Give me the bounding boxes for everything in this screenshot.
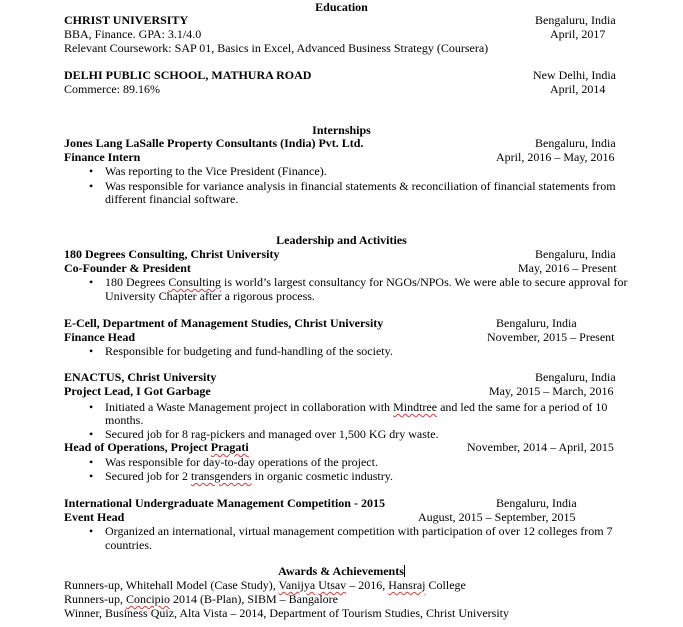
text-cursor	[404, 565, 405, 577]
spellcheck-word: Vanijya	[278, 578, 316, 592]
text-run: – 2016,	[346, 578, 389, 592]
spellcheck-word: Mindtree	[393, 400, 438, 414]
lead-enactus-location: Bengaluru, India	[535, 370, 616, 384]
text-run: is world’s largest consultancy for NGOs/NPOs. We were able to secure approval for	[221, 275, 628, 289]
award-line-3: Winner, Business Quiz, Alta Vista – 2014, Department of Tourism Studies, Christ University	[64, 606, 509, 620]
edu-dps-detail: Commerce: 89.16%	[64, 82, 160, 96]
lead-180-location: Bengaluru, India	[535, 247, 616, 261]
spellcheck-word: Concipio	[126, 592, 170, 606]
edu-christ-date: April, 2017	[550, 27, 606, 41]
bullet-marker: •	[89, 164, 94, 178]
section-heading-awards	[0, 564, 683, 578]
lead-180-org: 180 Degrees Consulting, Christ University	[64, 247, 280, 261]
lead-iumc-location: Bengaluru, India	[496, 496, 577, 510]
bullet-marker: •	[89, 469, 94, 483]
edu-dps-date: April, 2014	[550, 82, 606, 96]
lead-enactus-date-1: May, 2015 – March, 2016	[489, 384, 614, 398]
lead-180-role: Co-Founder & President	[64, 261, 191, 275]
lead-ecell-date: November, 2015 – Present	[487, 330, 615, 344]
bullet-marker: •	[89, 400, 94, 414]
bullet-marker: •	[89, 427, 94, 441]
bullet-marker: •	[89, 524, 94, 538]
award-line-1	[64, 578, 466, 592]
text-run: Initiated a Waste Management project in collaboration with	[105, 400, 394, 414]
section-heading-leadership: Leadership and Activities	[276, 233, 407, 247]
edu-dps-location: New Delhi, India	[533, 68, 616, 82]
lead-enactus-bullet-4	[105, 469, 393, 483]
edu-christ-location: Bengaluru, India	[535, 13, 616, 27]
lead-enactus-bullet-1-cont: months.	[105, 413, 144, 427]
spellcheck-word: Hansraj	[388, 578, 426, 592]
bullet-marker: •	[89, 455, 94, 469]
bullet-marker: •	[89, 344, 94, 358]
lead-iumc-role: Event Head	[64, 510, 125, 524]
intern-jll-bullet-2-cont: different financial software.	[105, 192, 239, 206]
spellcheck-word: Pragati	[210, 440, 249, 454]
intern-jll-org: Jones Lang LaSalle Property Consultants (India) Pvt. Ltd.	[64, 136, 364, 150]
text-run: Runners-up,	[64, 592, 126, 606]
intern-jll-date: April, 2016 – May, 2016	[496, 150, 615, 164]
lead-enactus-bullet-3: Was responsible for day-to-day operations of the project.	[105, 455, 378, 469]
text-run: in organic cosmetic industry.	[251, 469, 393, 483]
lead-180-date: May, 2016 – Present	[518, 261, 617, 275]
lead-iumc-org: International Undergraduate Management Competition - 2015	[64, 496, 385, 510]
text-run: Head of Operations, Project	[64, 440, 211, 454]
lead-ecell-org: E-Cell, Department of Management Studies, Christ University	[64, 316, 384, 330]
lead-ecell-bullet-1: Responsible for budgeting and fund-handling of the society.	[105, 344, 393, 358]
edu-christ-degree: BBA, Finance. GPA: 3.1/4.0	[64, 27, 202, 41]
lead-ecell-role: Finance Head	[64, 330, 135, 344]
lead-iumc-bullet-1: Organized an international, virtual management competition with participation of over 12 colleges from 7	[105, 524, 613, 538]
award-line-2	[64, 592, 338, 606]
lead-180-bullet-1	[105, 275, 628, 289]
lead-enactus-date-2: November, 2014 – April, 2015	[467, 440, 614, 454]
bullet-marker: •	[89, 179, 94, 193]
lead-iumc-date: August, 2015 – September, 2015	[418, 510, 576, 524]
text-run: 180 Degrees	[105, 275, 169, 289]
bullet-marker: •	[89, 275, 94, 289]
awards-heading-text: Awards & Achievements	[278, 564, 404, 578]
spellcheck-word: Consulting	[168, 275, 221, 289]
lead-iumc-bullet-1-cont: countries.	[105, 538, 152, 552]
section-heading-education: Education	[315, 0, 368, 14]
text-run: College	[425, 578, 466, 592]
section-heading-internships: Internships	[312, 123, 371, 137]
edu-christ-name: CHRIST UNIVERSITY	[64, 13, 189, 27]
lead-ecell-location: Bengaluru, India	[496, 316, 577, 330]
lead-enactus-bullet-1	[105, 400, 607, 414]
lead-enactus-org: ENACTUS, Christ University	[64, 370, 217, 384]
spellcheck-word: Utsav	[318, 578, 347, 592]
text-run: and led the same for a period of 10	[437, 400, 608, 414]
text-run: Runners-up, Whitehall Model (Case Study),	[64, 578, 279, 592]
lead-enactus-bullet-2: Secured job for 8 rag-pickers and managed over 1,500 KG dry waste.	[105, 427, 439, 441]
intern-jll-role: Finance Intern	[64, 150, 141, 164]
lead-180-bullet-1-cont: University Chapter after a rigorous process.	[105, 289, 315, 303]
text-run: Secured job for 2	[105, 469, 191, 483]
intern-jll-location: Bengaluru, India	[535, 136, 616, 150]
intern-jll-bullet-1: Was reporting to the Vice President (Finance).	[105, 164, 327, 178]
intern-jll-bullet-2: Was responsible for variance analysis in financial statements & reconciliation of financial statements from	[105, 179, 616, 193]
lead-enactus-role-2	[64, 440, 249, 454]
lead-enactus-role-1: Project Lead, I Got Garbage	[64, 384, 211, 398]
edu-christ-coursework: Relevant Coursework: SAP 01, Basics in Excel, Advanced Business Strategy (Coursera)	[64, 41, 489, 55]
edu-dps-name: DELHI PUBLIC SCHOOL, MATHURA ROAD	[64, 68, 312, 82]
spellcheck-word: transgenders	[190, 469, 252, 483]
text-run: 2014 (B-Plan), SIBM – Bangalore	[170, 592, 338, 606]
